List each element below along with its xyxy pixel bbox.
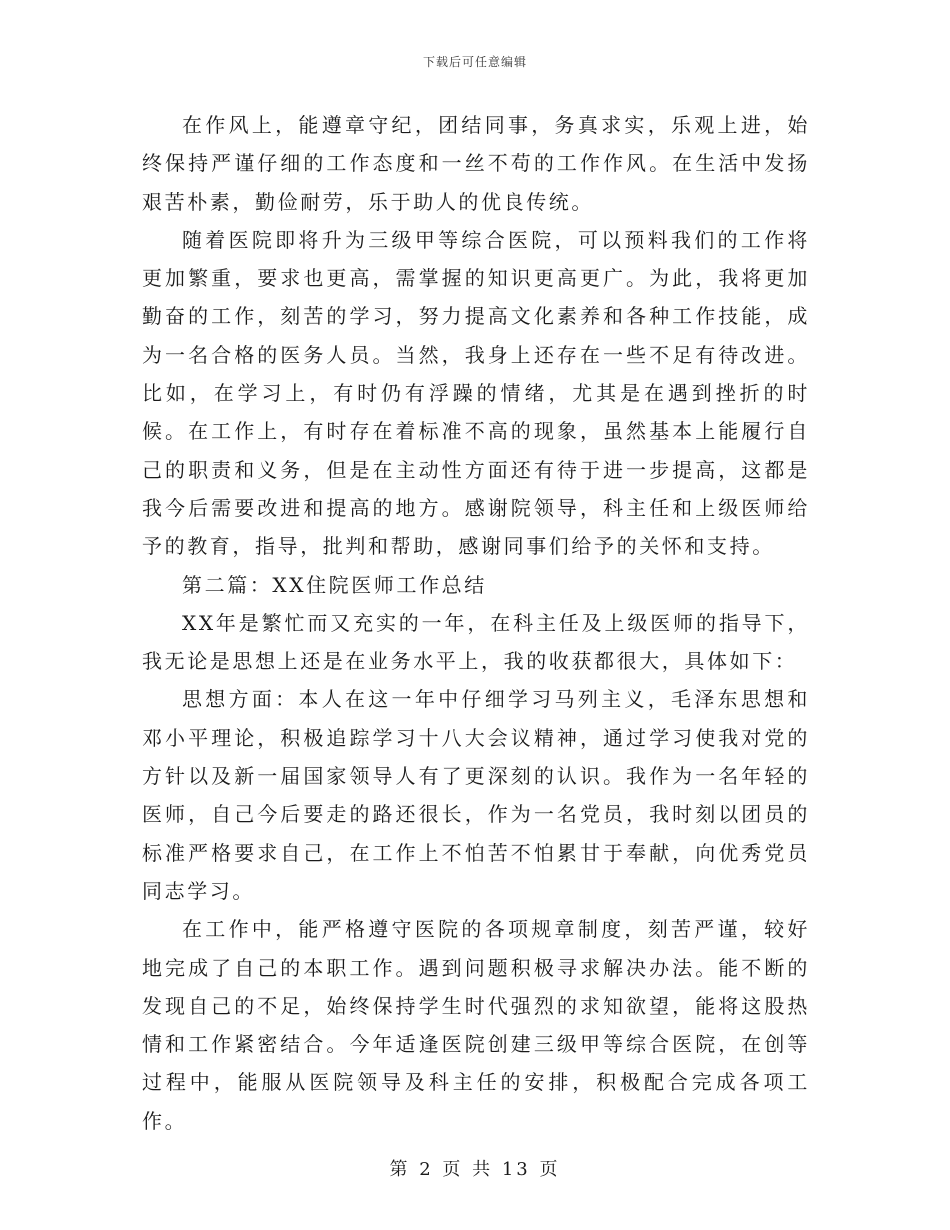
paragraph-hospital-upgrade: 随着医院即将升为三级甲等综合医院，可以预料我们的工作将更加繁重，要求也更高，需掌握的知识更高更广。为此，我将更加勤奋的工作，刻苦的学习，努力提高文化素养和各种工作技能，成为一名合格的医务人员。当然，我身上还存在一些不足有待改进。比如，在学习上，有时仍有浮躁的情绪，尤其是在遇到挫折的时候。在工作上，有时存在着标准不高的现象，虽然基本上能履行自己的职责和义务，但是在主动性方面还有待于进一步提高，这都是我今后需要改进和提高的地方。感谢院领导，科主任和上级医师给予的教育，指导，批判和帮助，感谢同事们给予的关怀和支持。 — [142, 227, 810, 559]
page-number-footer: 第 2 页 共 13 页 — [389, 1159, 561, 1180]
paragraph-work-style: 在作风上，能遵章守纪，团结同事，务真求实，乐观上进，始终保持严谨仔细的工作态度和一丝不苟的工作作风。在生活中发扬艰苦朴素，勤俭耐劳，乐于助人的优良传统。 — [142, 113, 810, 214]
page-header-note: 下载后可任意编辑 — [422, 55, 527, 69]
paragraph-year-summary: XX年是繁忙而又充实的一年，在科主任及上级医师的指导下，我无论是思想上还是在业务水平上，我的收获都很大，具体如下： — [142, 610, 810, 674]
paragraph-work: 在工作中，能严格遵守医院的各项规章制度，刻苦严谨，较好地完成了自己的本职工作。遇到问题积极寻求解决办法。能不断的发现自己的不足，始终保持学生时代强烈的求知欲望，能将这股热情和工作紧密结合。今年适逢医院创建三级甲等综合医院，在创等过程中，能服从医院领导及科主任的安排，积极配合完成各项工作。 — [142, 917, 810, 1133]
paragraph-ideology: 思想方面：本人在这一年中仔细学习马列主义，毛泽东思想和邓小平理论，积极追踪学习十八大会议精神，通过学习使我对党的方针以及新一届国家领导人有了更深刻的认识。我作为一名年轻的医师，自己今后要走的路还很长，作为一名党员，我时刻以团员的标准严格要求自己，在工作上不怕苦不怕累甘于奉献，向优秀党员同志学习。 — [142, 687, 810, 903]
document-body — [142, 106, 810, 1140]
section-heading: 第二篇：XX住院医师工作总结 — [182, 572, 487, 597]
